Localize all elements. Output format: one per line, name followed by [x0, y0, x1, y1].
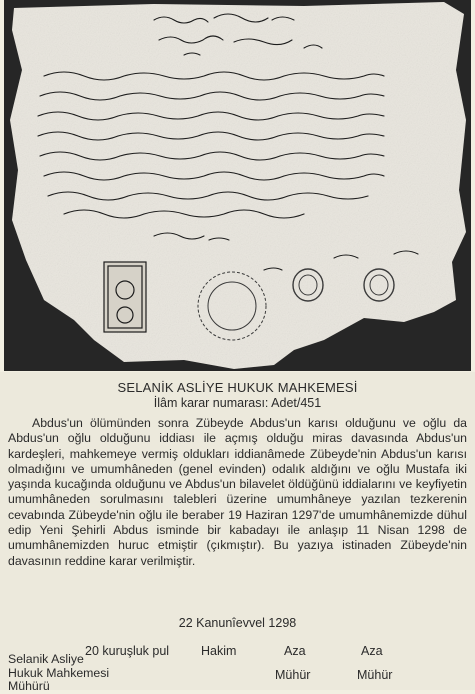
seal-label-line2: Hukuk Mahkemesi [8, 665, 110, 680]
stamp-label: 20 kuruşluk pul [85, 644, 170, 658]
member1-label: Aza [284, 644, 306, 658]
decree-body-text: Abdus'un ölümünden sonra Zübeyde Abdus'un karısı olduğunu ve oğlu da Abdus'un oğlu olduğunu iddiası ile açmış olduğu miras davasında Abdus'un kardeşleri, mahkemeye vermiş oldukları iddianâmede Zübeyde'nin Abdus'un karısı olmadığını ve umumhâneden (genel evinden) odalık aldığını ve oğlu Mustafa iki yaşında kucağında olduğunu ve Abdus'un bilavelet öldüğünü iddialarını ve keyfiyetin umumhâneden sorulmasını talebleri üzerine umumhâneye yazılan tezkerenin cevabında Zübeyde'nin oğlu ile beraber 19 Haziran 1297'de umumhânemizde dühul edip Yeni Şehirli Abdus isminde bir kabadayı ile anlaşıp 11 Nisan 1298 de umumhânemizden huruc etmiştir (çıkmıştır). Bu yazıya istinaden Zübeyde'nin davasının reddine karar verilmiştir. [8, 416, 467, 568]
caption-area [0, 372, 475, 693]
court-title: SELANİK ASLİYE HUKUK MAHKEMESİ [117, 380, 358, 395]
seal-label-line1: Selanik Asliye [8, 652, 84, 666]
court-seal-label [8, 653, 109, 694]
decree-date: 22 Kanunîevvel 1298 [178, 616, 297, 630]
revenue-stamp [104, 262, 146, 332]
member2-seal-label: Mühür [357, 668, 393, 682]
member1-seal-label: Mühür [275, 668, 311, 682]
document-photograph [4, 0, 471, 371]
decree-number: İlâm karar numarası: Adet/451 [153, 396, 322, 410]
seal-label-line3: Mühürü [8, 679, 50, 693]
member2-label: Aza [361, 644, 383, 658]
ottoman-manuscript-image [4, 0, 471, 371]
judge-label: Hakim [201, 644, 237, 658]
